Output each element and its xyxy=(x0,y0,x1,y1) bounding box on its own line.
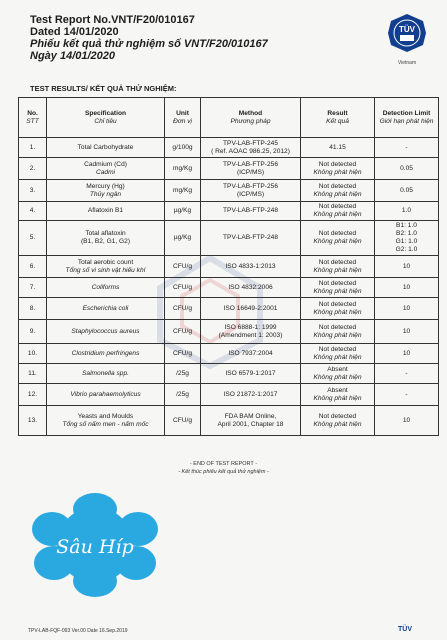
result-en: Not detected xyxy=(318,182,357,190)
row-specification xyxy=(47,256,165,278)
spec-en: Escherichia coli xyxy=(82,304,129,312)
row-unit: CFU/g xyxy=(165,278,201,298)
spec-en: Total Carbohydrate xyxy=(77,143,134,151)
spec-en: Yeasts and Moulds xyxy=(77,412,134,420)
row-no: 9. xyxy=(19,320,47,344)
end-of-report-vi: - Kết thúc phiếu kết quả thử nghiệm - xyxy=(178,469,269,475)
row-method: ISO 16649-2:2001 xyxy=(201,298,301,320)
row-result xyxy=(301,256,375,278)
spec-en: Aflatoxin B1 xyxy=(87,207,124,214)
col-header-result: Result Kết quả xyxy=(301,98,375,138)
result-vi: Không phát hiện xyxy=(313,190,362,198)
row-specification xyxy=(47,298,165,320)
footer-brand: TÜV xyxy=(398,626,412,633)
row-unit: CFU/g xyxy=(165,344,201,364)
col-header-limit: Detection Limit Giới hạn phát hiện xyxy=(375,98,439,138)
result-en: Not detected xyxy=(318,160,357,168)
row-no: 7. xyxy=(19,278,47,298)
row-detection-limit: 0.05 xyxy=(375,158,439,180)
row-method: ISO 6579-1:2017 xyxy=(201,364,301,384)
report-number: Test Report No.VNT/F20/010167 xyxy=(30,14,195,26)
table-row xyxy=(19,138,439,158)
row-detection-limit: - xyxy=(375,138,439,158)
row-method: ISO 4833-1:2013 xyxy=(201,256,301,278)
result-en: Not detected xyxy=(318,300,357,308)
row-result xyxy=(301,221,375,256)
spec-vi: Thủy ngân xyxy=(89,190,122,198)
tuv-logo-sub: Vietnam xyxy=(397,60,417,66)
table-row xyxy=(19,158,439,180)
table-header-row xyxy=(19,98,439,138)
result-en: Not detected xyxy=(318,279,357,287)
row-specification xyxy=(47,202,165,221)
row-detection-limit: B1: 1.0 B2: 1.0 G1: 1.0 G2: 1.0 xyxy=(375,221,439,256)
row-result xyxy=(301,298,375,320)
result-en: Not detected xyxy=(318,230,357,237)
result-vi: Không phát hiện xyxy=(313,168,362,176)
result-en: Not detected xyxy=(318,203,357,210)
row-unit: CFU/g xyxy=(165,320,201,344)
spec-en: Cadmium (Cd) xyxy=(84,160,127,168)
row-detection-limit: 10 xyxy=(375,298,439,320)
row-method: TPV-LAB-FTP-245 ( Ref. AOAC 986.25, 2012) xyxy=(201,138,301,158)
row-detection-limit: - xyxy=(375,364,439,384)
table-row xyxy=(19,298,439,320)
result-en: Absent xyxy=(327,365,348,373)
row-result xyxy=(301,278,375,298)
table-row xyxy=(19,180,439,202)
row-detection-limit: 10 xyxy=(375,344,439,364)
row-method: FDA BAM Online, April 2001, Chapter 18 xyxy=(201,406,301,436)
row-specification xyxy=(47,180,165,202)
end-of-report: - END OF TEST REPORT - xyxy=(189,461,258,467)
row-result xyxy=(301,384,375,406)
row-specification xyxy=(47,364,165,384)
spec-en: Staphylococcus aureus xyxy=(71,327,140,335)
result-en: Not detected xyxy=(318,345,357,353)
row-no: 10. xyxy=(19,344,47,364)
result-vi: Không phát hiện xyxy=(313,266,362,274)
row-unit: CFU/g xyxy=(165,256,201,278)
row-result xyxy=(301,344,375,364)
table-row xyxy=(19,406,439,436)
result-vi: Không phát hiện xyxy=(313,238,362,245)
spec-en: Salmonella spp. xyxy=(82,369,129,377)
row-no: 4. xyxy=(19,202,47,221)
row-method: TPV-LAB-FTP-256 (ICP/MS) xyxy=(201,158,301,180)
report-date-vi: Ngày 14/01/2020 xyxy=(30,50,116,62)
result-en: Not detected xyxy=(318,412,357,420)
row-unit: CFU/g xyxy=(165,406,201,436)
row-method: ISO 4832:2006 xyxy=(201,278,301,298)
row-no: 6. xyxy=(19,256,47,278)
col-header-spec: Specification Chỉ tiêu xyxy=(47,98,165,138)
report-header xyxy=(30,14,360,62)
spec-vi: Tổng số nấm men - nấm mốc xyxy=(62,420,149,428)
spec-en: Coliforms xyxy=(91,283,120,291)
row-method: ISO 21872-1:2017 xyxy=(201,384,301,406)
row-no: 2. xyxy=(19,158,47,180)
row-unit: /25g xyxy=(165,384,201,406)
tuv-logo-text: TÜV xyxy=(399,25,415,34)
row-result xyxy=(301,320,375,344)
row-specification xyxy=(47,406,165,436)
stamp-text: Sâu Híp xyxy=(56,536,134,558)
row-unit: mg/Kg xyxy=(165,180,201,202)
row-method: TPV-LAB-FTP-256 (ICP/MS) xyxy=(201,180,301,202)
row-result xyxy=(301,158,375,180)
spec-en: Vibrio parahaemolyticus xyxy=(70,390,141,398)
result-en: 41.15 xyxy=(329,143,346,151)
row-detection-limit: 10 xyxy=(375,320,439,344)
row-method: ISO 7937:2004 xyxy=(201,344,301,364)
row-detection-limit: 10 xyxy=(375,256,439,278)
result-en: Absent xyxy=(327,386,348,394)
table-row xyxy=(19,202,439,221)
result-vi: Không phát hiện xyxy=(313,211,362,218)
row-no: 1. xyxy=(19,138,47,158)
spec-en: Mercury (Hg) xyxy=(86,182,125,190)
table-row xyxy=(19,256,439,278)
row-result xyxy=(301,364,375,384)
row-specification xyxy=(47,278,165,298)
result-vi: Không phát hiện xyxy=(313,287,362,295)
row-no: 12. xyxy=(19,384,47,406)
spec-en: Clostridium perfringens xyxy=(71,349,140,357)
row-no: 5. xyxy=(19,221,47,256)
row-specification xyxy=(47,384,165,406)
flower-stamp-icon xyxy=(30,493,160,597)
table-row xyxy=(19,384,439,406)
row-specification xyxy=(47,320,165,344)
row-detection-limit: 1.0 xyxy=(375,202,439,221)
results-title: TEST RESULTS/ KẾT QUẢ THỬ NGHIỆM: xyxy=(30,84,177,93)
result-en: Not detected xyxy=(318,258,357,266)
spec-vi: Cadmi xyxy=(95,168,116,176)
row-unit: µg/Kg xyxy=(165,221,201,256)
table-row xyxy=(19,344,439,364)
row-detection-limit: 0.05 xyxy=(375,180,439,202)
table-row xyxy=(19,364,439,384)
row-specification xyxy=(47,158,165,180)
col-header-method: Method Phương pháp xyxy=(201,98,301,138)
row-detection-limit: - xyxy=(375,384,439,406)
result-vi: Không phát hiện xyxy=(313,394,362,402)
tuv-logo-icon xyxy=(386,12,428,54)
row-specification xyxy=(47,138,165,158)
row-unit: /25g xyxy=(165,364,201,384)
result-vi: Không phát hiện xyxy=(313,373,362,381)
result-vi: Không phát hiện xyxy=(313,353,362,361)
col-header-unit: Unit Đơn vị xyxy=(165,98,201,138)
row-specification xyxy=(47,221,165,256)
table-row xyxy=(19,278,439,298)
row-method: TPV-LAB-FTP-248 xyxy=(201,202,301,221)
report-number-vi: Phiếu kết quả thử nghiệm số VNT/F20/010167 xyxy=(30,38,268,50)
footer-form-code: TPV-LAB-FQF-093 Ver.00 Date 16.Sep.2019 xyxy=(28,628,128,634)
spec-en: Total aflatoxin (B1, B2, G1, G2) xyxy=(80,230,131,245)
row-detection-limit: 10 xyxy=(375,278,439,298)
row-no: 8. xyxy=(19,298,47,320)
row-unit: µg/Kg xyxy=(165,202,201,221)
row-method: ISO 6888-1: 1999 (Amendment 1: 2003) xyxy=(201,320,301,344)
result-en: Not detected xyxy=(318,323,357,331)
spec-vi: Tổng số vi sinh vật hiếu khí xyxy=(65,266,146,274)
row-no: 3. xyxy=(19,180,47,202)
row-result xyxy=(301,406,375,436)
row-no: 13. xyxy=(19,406,47,436)
row-unit: g/100g xyxy=(165,138,201,158)
table-row xyxy=(19,221,439,256)
row-method: TPV-LAB-FTP-248 xyxy=(201,221,301,256)
row-result xyxy=(301,202,375,221)
spec-en: Total aerobic count xyxy=(77,258,134,266)
row-result xyxy=(301,180,375,202)
results-table xyxy=(18,97,439,436)
result-vi: Không phát hiện xyxy=(313,308,362,316)
result-vi: Không phát hiện xyxy=(313,331,362,339)
row-result xyxy=(301,138,375,158)
row-unit: CFU/g xyxy=(165,298,201,320)
report-date: Dated 14/01/2020 xyxy=(30,26,119,38)
result-vi: Không phát hiện xyxy=(313,420,362,428)
col-header-no: No. STT xyxy=(19,98,47,138)
row-specification xyxy=(47,344,165,364)
table-row xyxy=(19,320,439,344)
row-detection-limit: 10 xyxy=(375,406,439,436)
row-unit: mg/Kg xyxy=(165,158,201,180)
row-no: 11. xyxy=(19,364,47,384)
